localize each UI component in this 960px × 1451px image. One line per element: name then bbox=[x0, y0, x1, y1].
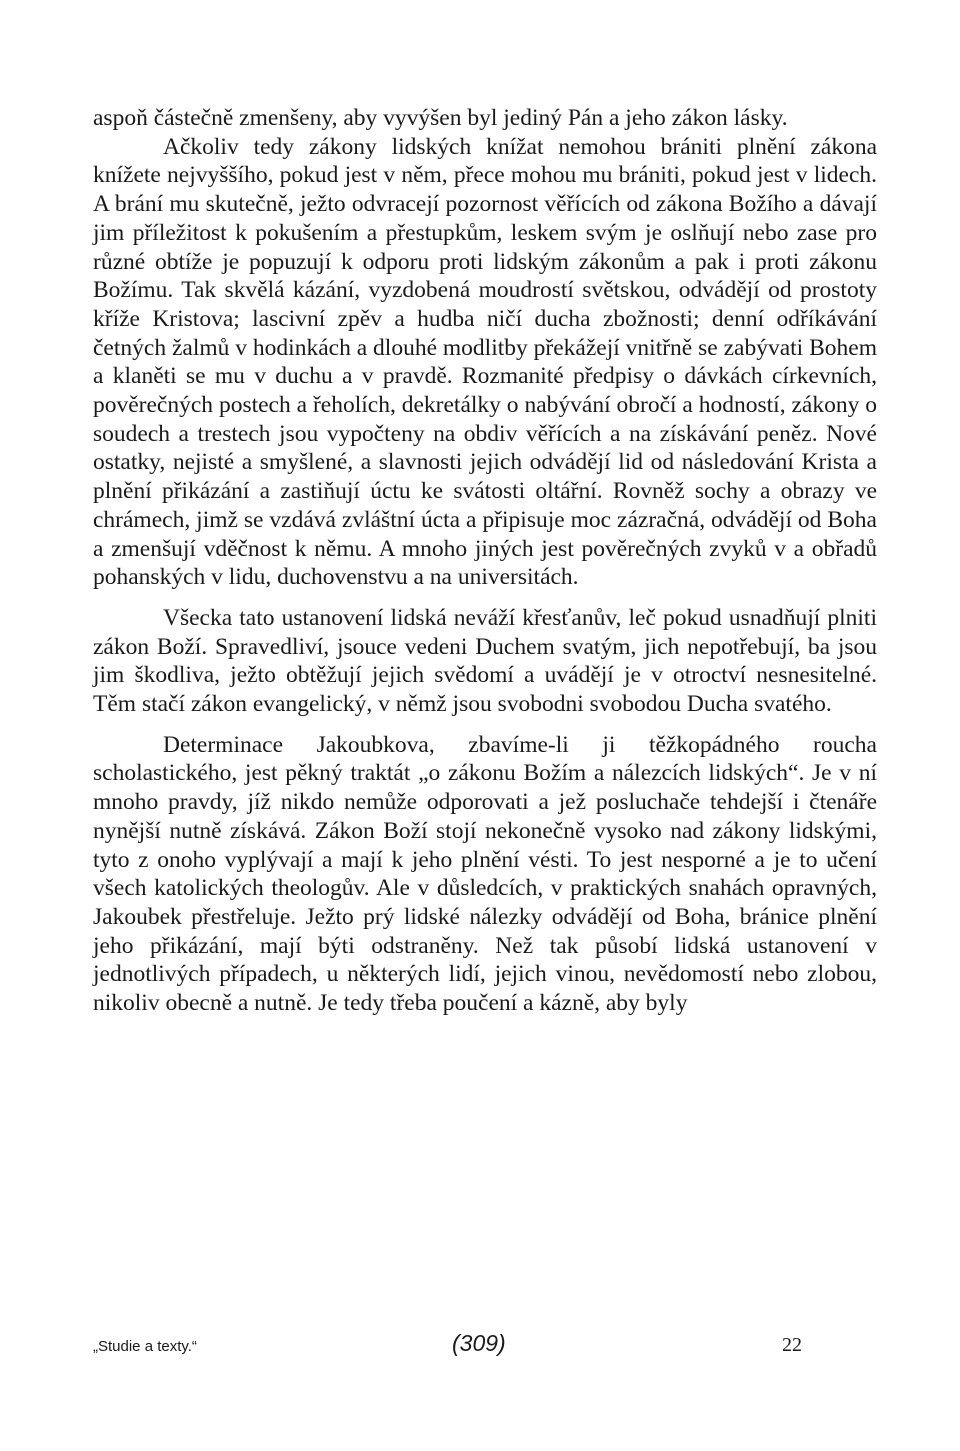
page-number: (309) bbox=[452, 1330, 506, 1356]
body-text bbox=[93, 104, 877, 1018]
paragraph-determination: Determinace Jakoubkova, zbavíme-li ji těžkopádného roucha scholastického, jest pěkný traktát „o zákonu Božím a nálezcích lidských“. Je v ní mnoho pravdy, jíž nikdo nemůže odporovati a jež posluchače tehdejší i čtenáře nynější nutně získává. Zákon Boží stojí nekonečně vysoko nad zákony lidskými, tyto z onoho vyplývají a mají k jeho plnění vésti. To jest nesporné a je to učení všech katolických theologův. Ale v důsledcích, v praktických snahách opravných, Jakoubek přestřeluje. Ježto prý lidské nálezky odvádějí od Boha, bránice plnění jeho přikázání, mají býti odstraněny. Než tak působí lidská ustanovení v jednotlivých případech, u některých lidí, jejich vinou, nevědomostí nebo zlobou, nikoliv obecně a nutně. Je tedy třeba poučení a kázně, aby byly bbox=[93, 731, 877, 1017]
paragraph-righteous: Všecka tato ustanovení lidská neváží křesťanův, leč pokud usnadňují plniti zákon Boží. Spravedliví, jsouce vedeni Duchem svatým, jich nepotřebují, ba jsou jim škodliva, ježto obtěžují jejich svědomí a uvádějí je v otroctví nesnesitelné. Těm stačí zákon evangelický, v němž jsou svobodni svobodou Ducha svatého. bbox=[93, 604, 877, 718]
signature-mark: 22 bbox=[782, 1334, 802, 1356]
paragraph-human-laws: Ačkoliv tedy zákony lidských knížat nemohou brániti plnění zákona knížete nejvyššího, pokud jest v něm, přece mohou mu brániti, pokud jest v lidech. A brání mu skutečně, ježto odvracejí pozornost věřících od zákona Božího a dávají jim příležitost k pokušením a přestupkům, leskem svým je oslňují nebo zase pro různé obtíže je popuzují k odporu proti lidským zákonům a pak i proti zákonu Božímu. Tak skvělá kázání, vyzdobená moudrostí světskou, odvádějí od prostoty kříže Kristova; lascivní zpěv a hudba ničí ducha zbožnosti; denní odříkávání četných žalmů v hodinkách a dlouhé modlitby překážejí vnitřně se zabývati Bohem a klaněti se mu v duchu a v pravdě. Rozmanité předpisy o dávkách církevních, pověrečných postech a řeholích, dekretálky o nabývání obročí a hodností, zákony o soudech a trestech jsou vypočteny na obdiv věřících a na získávání peněz. Nové ostatky, nejisté a smyšlené, a slavnosti jejich odvádějí lid od následování Krista a plnění přikázání a zastiňují úctu ke svátosti oltářní. Rovněž sochy a obrazy ve chrámech, jimž se vzdává zvláštní úcta a připisuje moc zázračná, odvádějí od Boha a zmenšují vděčnost k němu. A mnoho jiných jest pověrečných zvyků v a obřadů pohanských v lidu, duchovenstvu a na universitách. bbox=[93, 133, 877, 591]
page-footer bbox=[0, 1330, 960, 1370]
paragraph-continuation: aspoň částečně zmenšeny, aby vyvýšen byl jediný Pán a jeho zákon lásky. bbox=[93, 105, 788, 131]
series-title: „Studie a texty.“ bbox=[93, 1338, 197, 1355]
